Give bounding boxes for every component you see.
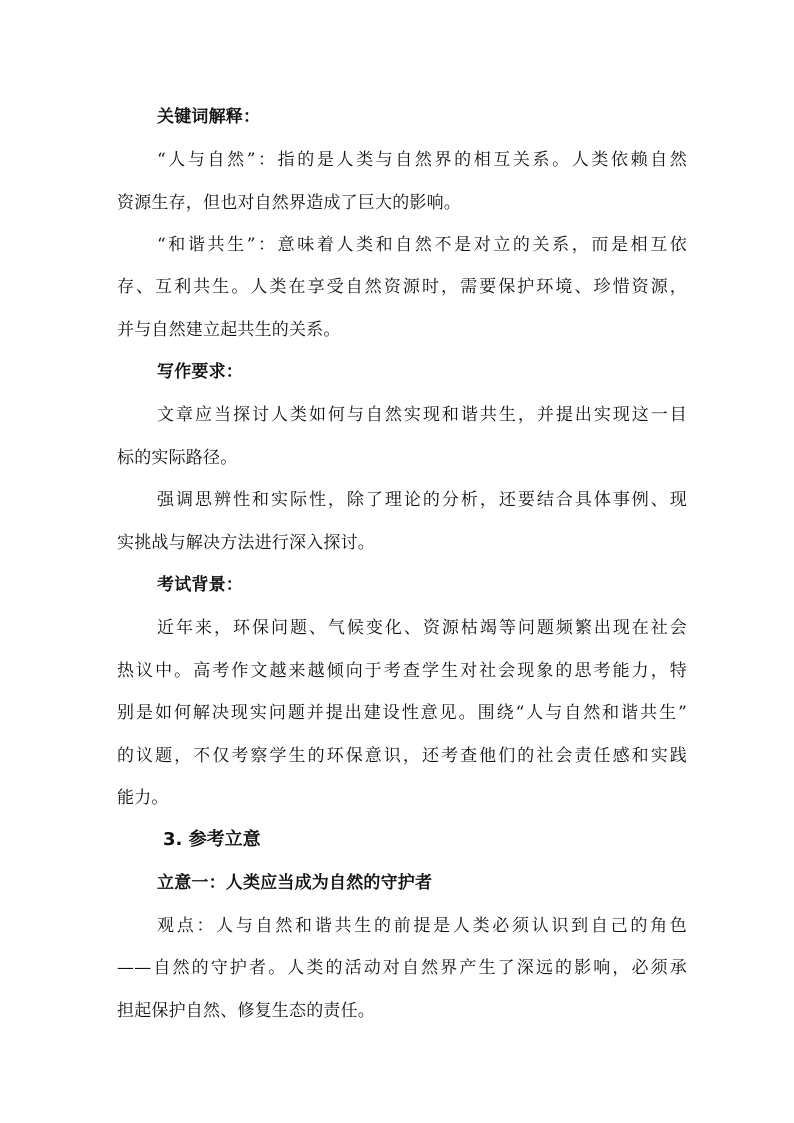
- keyword-2-line-1: “和谐共生”：意味着人类和自然不是对立的关系，而是相互依: [157, 235, 687, 255]
- section-heading: 3. 参考立意: [163, 829, 261, 850]
- keyword-1-line-2: 资源生存，但也对自然界造成了巨大的影响。: [117, 193, 461, 213]
- writing-2-line-1: 强调思辨性和实际性，除了理论的分析，还要结合具体事例、现: [157, 490, 687, 510]
- keywords-heading: 关键词解释：: [157, 107, 261, 127]
- idea-1-heading: 立意一：人类应当成为自然的守护者: [157, 873, 433, 893]
- background-line-1: 近年来，环保问题、气候变化、资源枯竭等问题频繁出现在社会: [157, 618, 687, 638]
- writing-2-line-2: 实挑战与解决方法进行深入探讨。: [117, 533, 375, 553]
- background-line-2: 热议中。高考作文越来越倾向于考查学生对社会现象的思考能力，特: [117, 661, 687, 681]
- background-line-3: 别是如何解决现实问题并提出建设性意见。围绕“人与自然和谐共生”: [117, 703, 687, 723]
- keyword-2-line-3: 并与自然建立起共生的关系。: [117, 320, 341, 340]
- idea-1-line-1: 观点：人与自然和谐共生的前提是人类必须认识到自己的角色: [157, 916, 687, 936]
- writing-heading: 写作要求：: [157, 362, 243, 382]
- background-line-5: 能力。: [117, 788, 169, 808]
- keyword-1-line-1: “人与自然”：指的是人类与自然界的相互关系。人类依赖自然: [157, 150, 687, 170]
- idea-1-line-3: 担起保护自然、修复生态的责任。: [117, 1001, 375, 1021]
- background-heading: 考试背景：: [157, 575, 243, 595]
- keyword-2-line-2: 存、互利共生。人类在享受自然资源时，需要保护环境、珍惜资源，: [117, 277, 687, 297]
- idea-1-line-2: ——自然的守护者。人类的活动对自然界产生了深远的影响，必须承: [117, 958, 687, 978]
- writing-1-line-1: 文章应当探讨人类如何与自然实现和谐共生，并提出实现这一目: [157, 405, 687, 425]
- writing-1-line-2: 标的实际路径。: [117, 448, 238, 468]
- background-line-4: 的议题，不仅考察学生的环保意识，还考查他们的社会责任感和实践: [117, 746, 687, 766]
